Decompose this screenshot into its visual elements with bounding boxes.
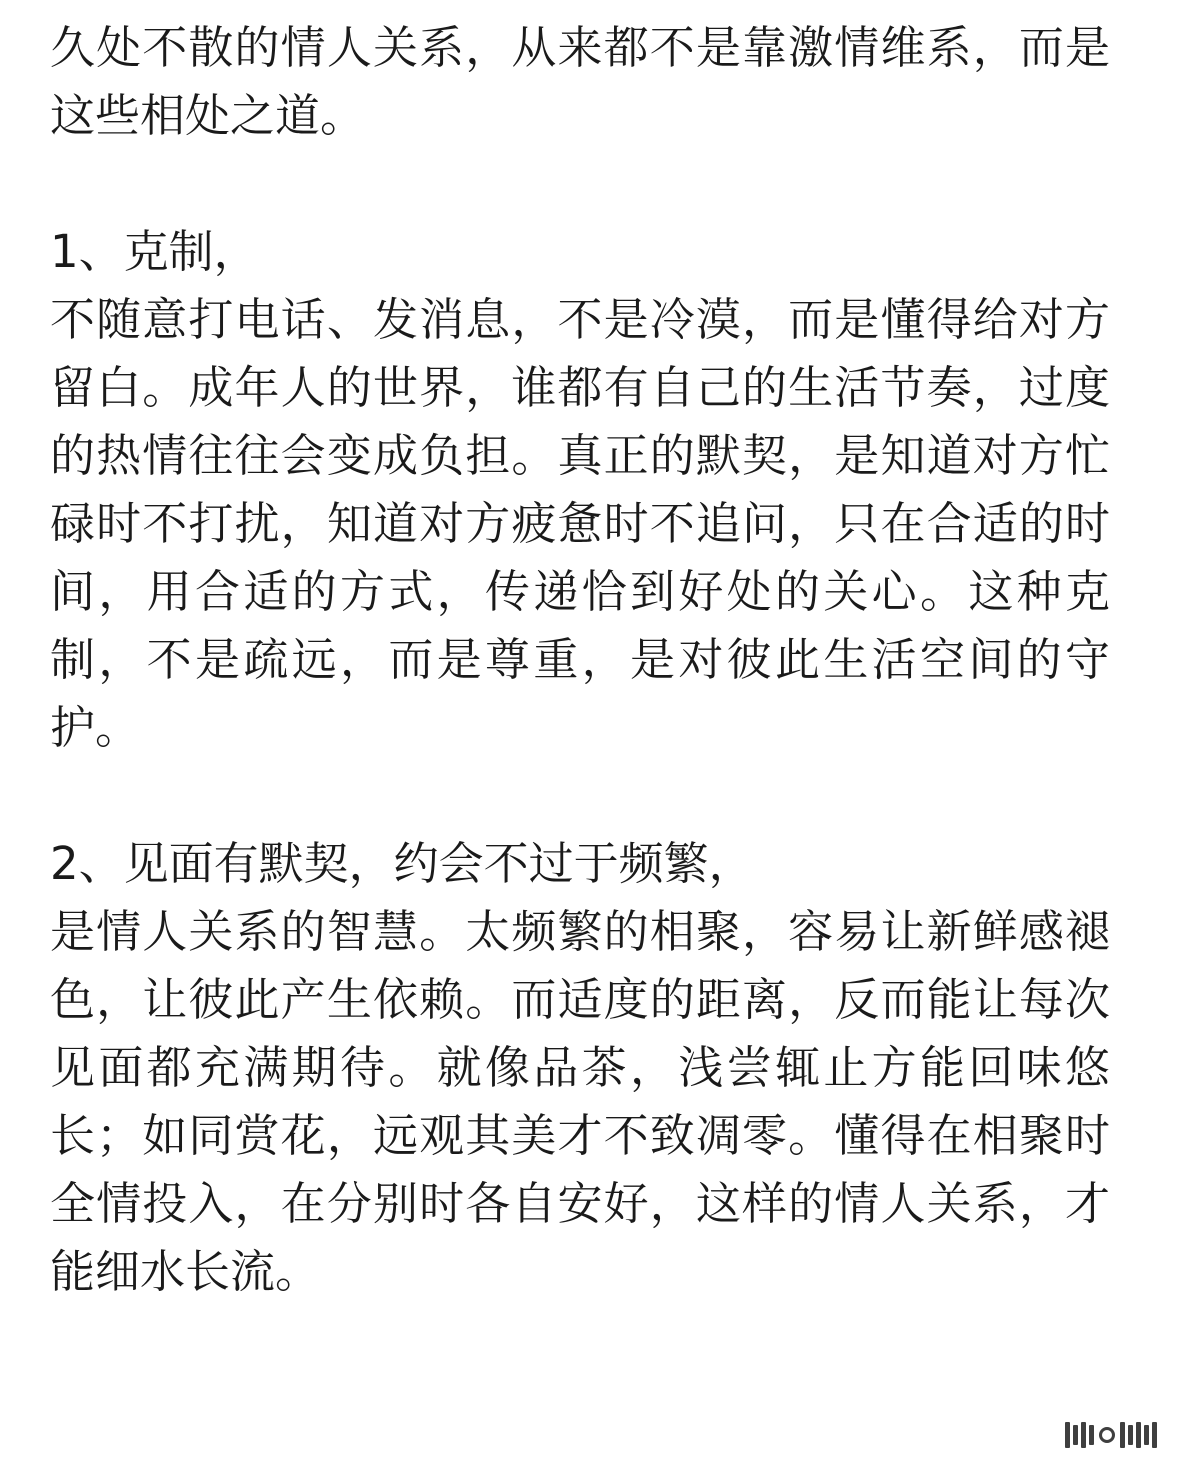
- paragraph-spacer: [50, 150, 1110, 218]
- watermark-bar: [1120, 1422, 1125, 1448]
- watermark-bar: [1136, 1422, 1141, 1448]
- section-2-heading: 2、见面有默契，约会不过于频繁，: [50, 837, 754, 890]
- watermark-bar: [1081, 1422, 1086, 1448]
- watermark-bar: [1065, 1422, 1070, 1448]
- paragraph-spacer: [50, 762, 1110, 830]
- watermark-bar: [1152, 1422, 1157, 1448]
- watermark-dot: [1099, 1427, 1115, 1443]
- section-2-body: 是情人关系的智慧。太频繁的相聚，容易让新鲜感褪色，让彼此产生依赖。而适度的距离，反而能让每次见面都充满期待。就像品茶，浅尝辄止方能回味悠长；如同赏花，远观其美才不致凋零。懂得在相聚时全情投入，在分别时各自安好，这样的情人关系，才能细水长流。: [50, 905, 1110, 1298]
- watermark-bar: [1144, 1425, 1149, 1445]
- section-1-body: 不随意打电话、发消息，不是冷漠，而是懂得给对方留白。成年人的世界，谁都有自己的生活节奏，过度的热情往往会变成负担。真正的默契，是知道对方忙碌时不打扰，知道对方疲惫时不追问，只在合适的时间，用合适的方式，传递恰到好处的关心。这种克制，不是疏远，而是尊重，是对彼此生活空间的守护。: [50, 293, 1110, 754]
- watermark-bar: [1089, 1425, 1094, 1445]
- watermark-bar: [1073, 1425, 1078, 1445]
- watermark-logo-icon: [1065, 1422, 1157, 1448]
- watermark-bar: [1128, 1425, 1133, 1445]
- intro-paragraph: 久处不散的情人关系，从来都不是靠激情维系，而是这些相处之道。: [50, 21, 1110, 142]
- section-1-heading: 1、克制，: [50, 225, 259, 278]
- article-content: [50, 14, 1110, 1306]
